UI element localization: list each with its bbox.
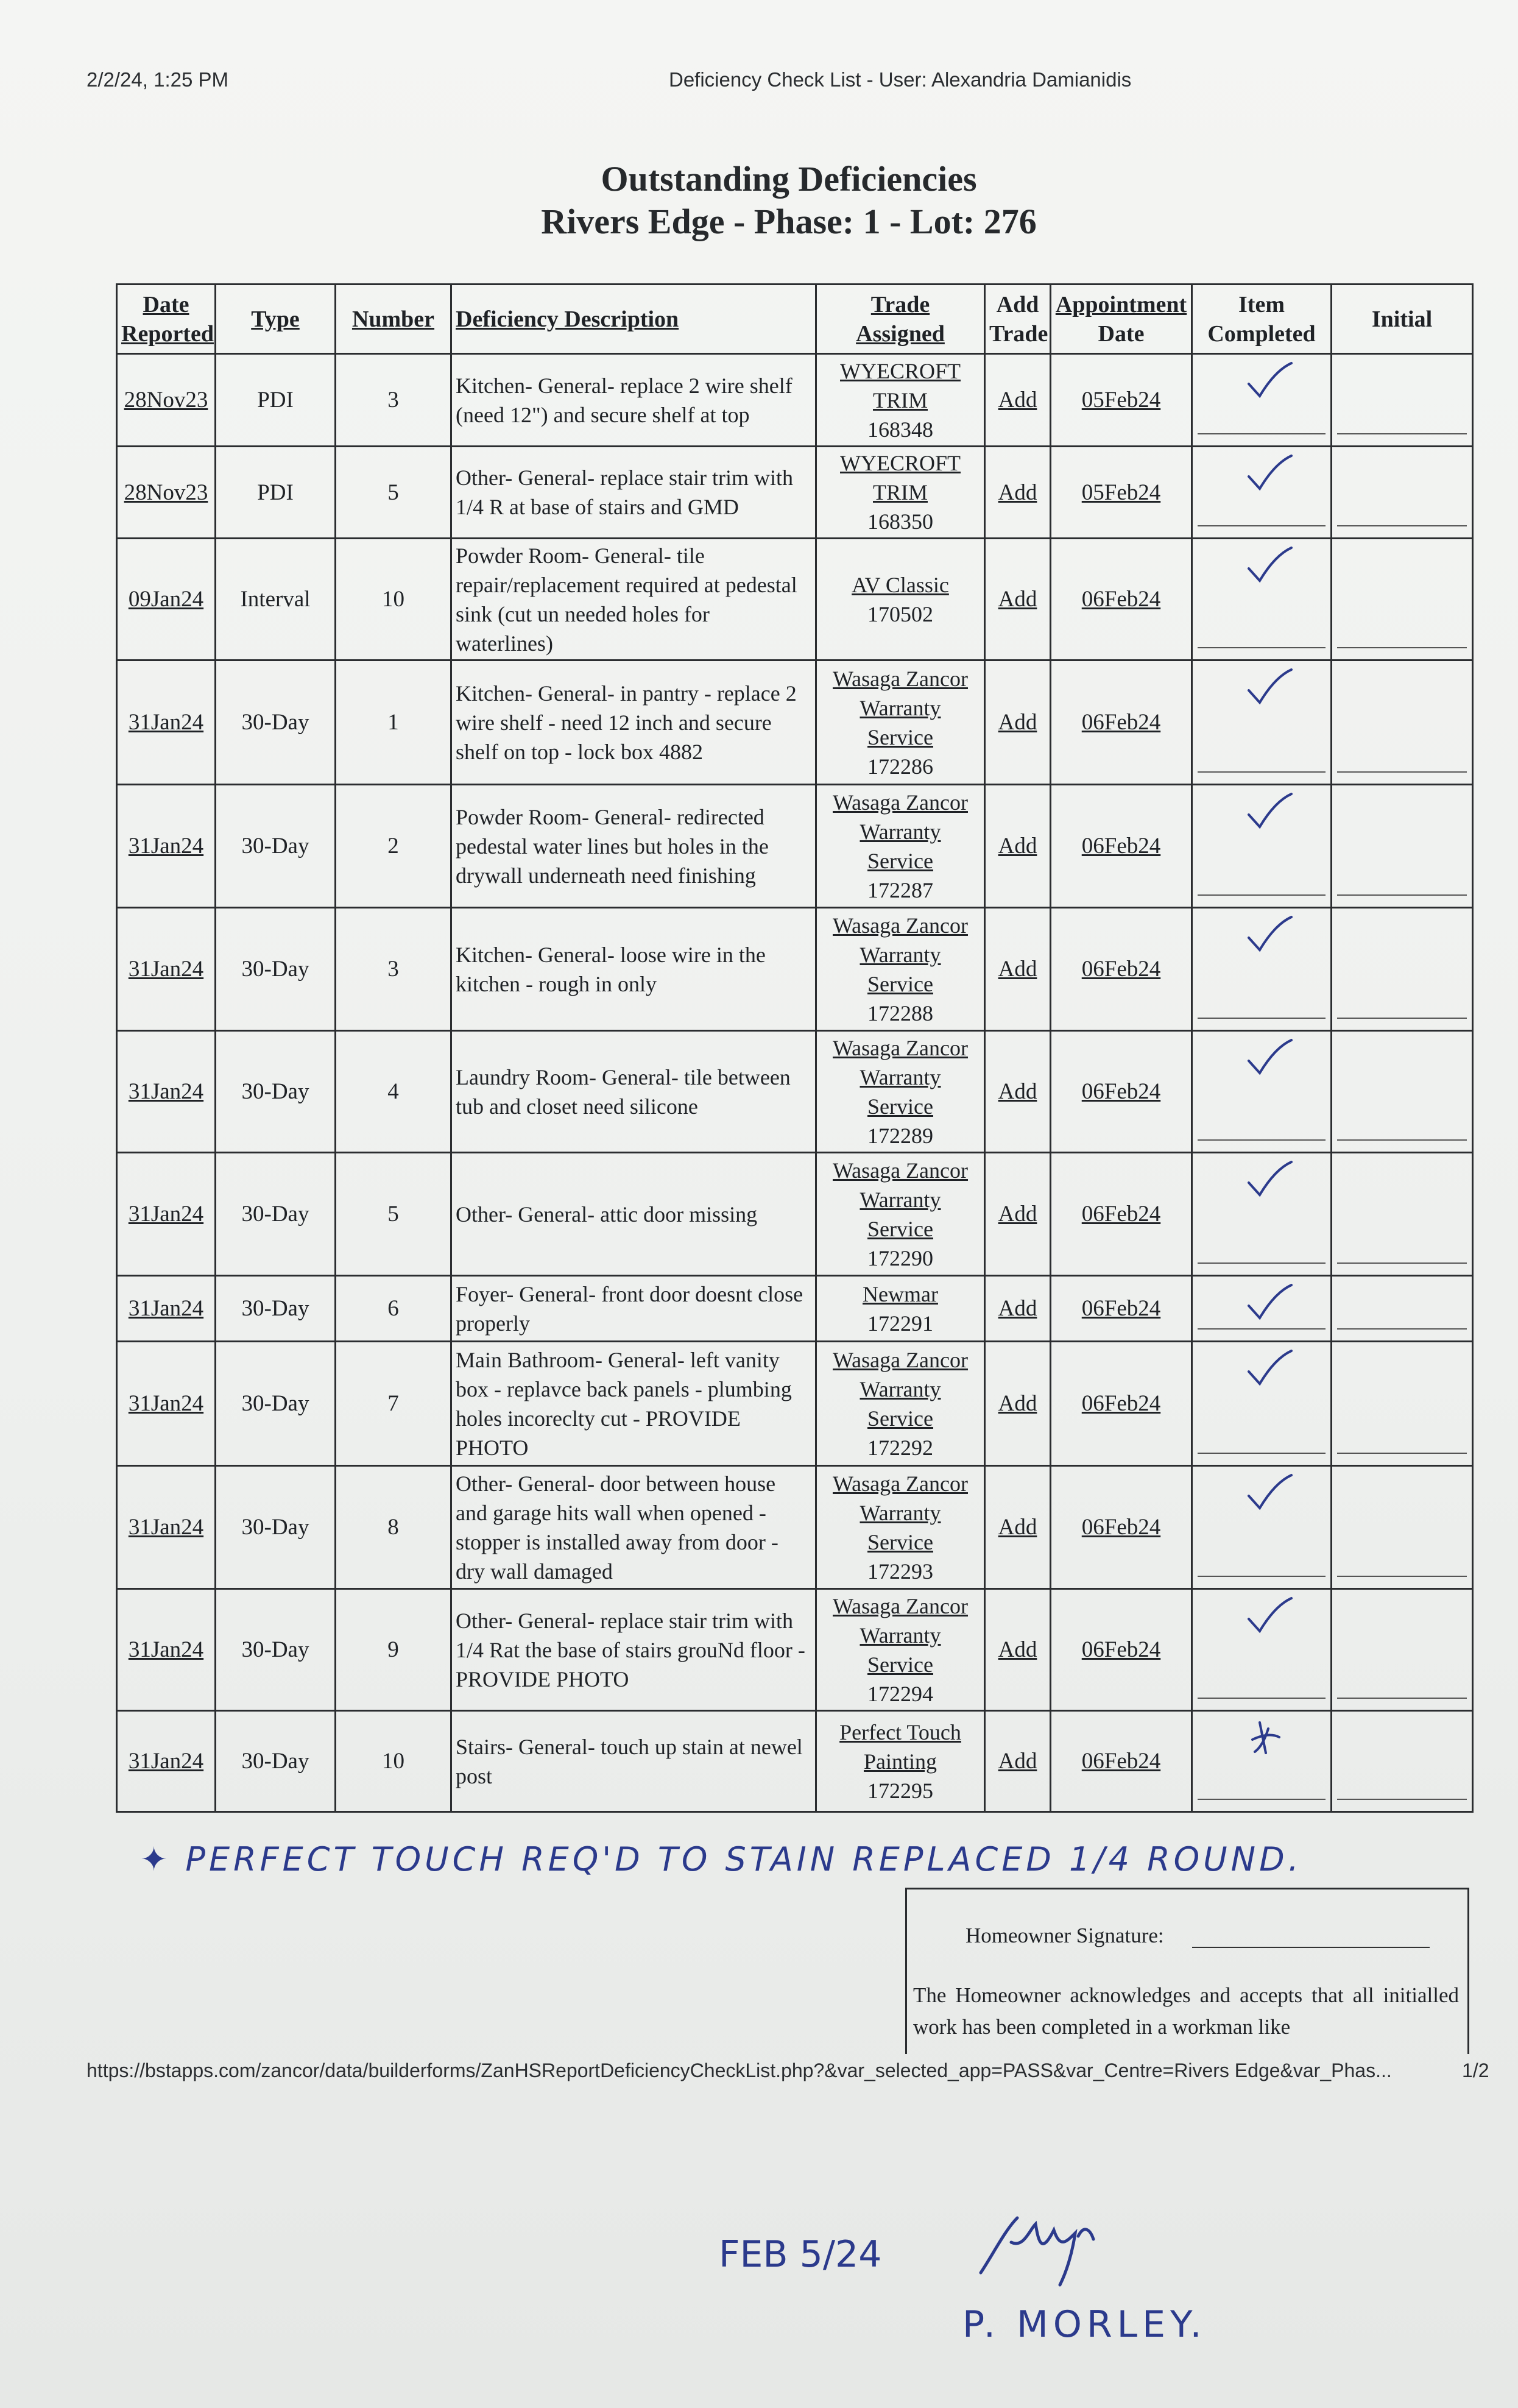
cell-date-reported[interactable]: 28Nov23 [117,354,216,447]
cell-description: Laundry Room- General- tile between tub and closet need silicone [451,1031,816,1153]
cell-description: Other- General- replace stair trim with 1/4 Rat the base of stairs grouNd floor - PROVIDE PHOTO [451,1589,816,1711]
cell-appointment-date[interactable]: 06Feb24 [1051,1342,1192,1466]
cell-item-completed [1192,1711,1332,1812]
table-row [117,908,1473,1031]
table-row [117,785,1473,908]
cell-initial [1332,1031,1473,1153]
cell-add-trade-link[interactable]: Add [985,785,1051,908]
cell-item-completed [1192,1276,1332,1342]
handwritten-name: P. MORLEY. [962,2303,1207,2346]
cell-add-trade-link[interactable]: Add [985,539,1051,660]
signature-acknowledgement: The Homeowner acknowledges and accepts that all initialled work has been completed in a workman like [913,1983,1459,2039]
cell-add-trade-link[interactable]: Add [985,1342,1051,1466]
checkmark-icon [1241,913,1296,956]
cell-description: Other- General- replace stair trim with 1/4 R at base of stairs and GMD [451,447,816,539]
cell-item-completed [1192,1153,1332,1276]
col-date-reported: Date Reported [117,285,216,354]
cell-initial [1332,1589,1473,1711]
page-title: Outstanding Deficiencies [601,159,977,199]
handwritten-signature [969,2206,1151,2291]
cell-trade-assigned[interactable]: Wasaga Zancor Warranty Service 172287 [816,785,985,908]
table-row [117,660,1473,785]
cell-description: Foyer- General- front door doesnt close properly [451,1276,816,1342]
cell-trade-assigned[interactable]: Wasaga Zancor Warranty Service 172292 [816,1342,985,1466]
table-row [117,354,1473,447]
checkmark-icon [1241,1347,1296,1390]
signature-line [1192,1947,1430,1948]
table-row [117,1031,1473,1153]
table-row [117,1342,1473,1466]
cell-item-completed [1192,785,1332,908]
cell-trade-assigned[interactable]: Perfect Touch Painting 172295 [816,1711,985,1812]
cell-initial [1332,447,1473,539]
cell-description: Kitchen- General- replace 2 wire shelf (need 12") and secure shelf at top [451,354,816,447]
table-row [117,1711,1473,1812]
checkmark-icon [1241,359,1296,402]
print-timestamp: 2/2/24, 1:25 PM [86,68,228,91]
cell-trade-assigned[interactable]: AV Classic 170502 [816,539,985,660]
cell-description: Kitchen- General- in pantry - replace 2 wire shelf - need 12 inch and secure shelf on top - lock box 4882 [451,660,816,785]
cell-description: Stairs- General- touch up stain at newel post [451,1711,816,1812]
cell-item-completed [1192,660,1332,785]
cell-add-trade-link[interactable]: Add [985,447,1051,539]
cell-date-reported[interactable]: 09Jan24 [117,539,216,660]
cell-item-completed [1192,1466,1332,1589]
checkmark-icon [1241,1281,1296,1324]
cell-type: 30-Day [216,1589,336,1711]
cell-date-reported[interactable]: 31Jan24 [117,1276,216,1342]
cell-initial [1332,1466,1473,1589]
cell-type: 30-Day [216,1153,336,1276]
cell-add-trade-link[interactable]: Add [985,1031,1051,1153]
cell-appointment-date[interactable]: 06Feb24 [1051,1031,1192,1153]
cell-appointment-date[interactable]: 06Feb24 [1051,908,1192,1031]
cell-description: Main Bathroom- General- left vanity box - replavce back panels - plumbing holes incoreclty cut - PROVIDE PHOTO [451,1342,816,1466]
cell-item-completed [1192,354,1332,447]
handwritten-note: ✦ PERFECT TOUCH REQ'D TO STAIN REPLACED 1/4 ROUND. [140,1840,1302,1879]
signature-box [905,1888,1469,2054]
cell-initial [1332,1276,1473,1342]
cell-trade-assigned[interactable]: Wasaga Zancor Warranty Service 172294 [816,1589,985,1711]
cell-type: 30-Day [216,1276,336,1342]
cell-trade-assigned[interactable]: Wasaga Zancor Warranty Service 172288 [816,908,985,1031]
page-subtitle: Rivers Edge - Phase: 1 - Lot: 276 [541,202,1037,241]
cell-date-reported[interactable]: 31Jan24 [117,1031,216,1153]
cell-date-reported[interactable]: 31Jan24 [117,1711,216,1812]
col-type: Type [216,285,336,354]
cell-trade-assigned[interactable]: Wasaga Zancor Warranty Service 172289 [816,1031,985,1153]
print-header-title: Deficiency Check List - User: Alexandria Damianidis [669,68,1132,91]
table-row [117,1466,1473,1589]
col-appointment-date: Appointment Date [1051,285,1192,354]
checkmark-icon [1241,1595,1296,1637]
table-row [117,1589,1473,1711]
signature-label: Homeowner Signature: [966,1924,1164,1947]
cell-date-reported[interactable]: 31Jan24 [117,1153,216,1276]
cell-initial [1332,1153,1473,1276]
table-row [117,1276,1473,1342]
cell-description: Powder Room- General- tile repair/replacement required at pedestal sink (cut un needed holes for waterlines) [451,539,816,660]
cell-add-trade-link[interactable]: Add [985,1466,1051,1589]
cell-trade-assigned[interactable]: Wasaga Zancor Warranty Service 172286 [816,660,985,785]
cell-number: 5 [336,1153,451,1276]
cell-trade-assigned[interactable]: Wasaga Zancor Warranty Service 172293 [816,1466,985,1589]
handwritten-date: FEB 5/24 [719,2233,882,2276]
cell-initial [1332,1342,1473,1466]
cell-type: PDI [216,354,336,447]
cell-date-reported[interactable]: 28Nov23 [117,447,216,539]
col-description: Deficiency Description [451,285,816,354]
cell-item-completed [1192,1031,1332,1153]
cell-type: 30-Day [216,1711,336,1812]
footer-url: https://bstapps.com/zancor/data/builderforms/ZanHSReportDeficiencyCheckList.php?&var_selected_app=PASS&var_Centre=Rivers Edge&var_Phas... [86,2059,1392,2081]
cell-initial [1332,908,1473,1031]
cell-item-completed [1192,908,1332,1031]
cell-date-reported[interactable]: 31Jan24 [117,785,216,908]
cell-trade-assigned[interactable]: WYECROFT TRIM 168348 [816,354,985,447]
cell-initial [1332,354,1473,447]
asterisk-mark-icon [1241,1716,1296,1759]
cell-initial [1332,785,1473,908]
col-initial: Initial [1332,285,1473,354]
cell-appointment-date[interactable]: 05Feb24 [1051,354,1192,447]
deficiency-table [116,283,1474,1813]
cell-number: 4 [336,1031,451,1153]
checkmark-icon [1241,666,1296,709]
cell-number: 8 [336,1466,451,1589]
cell-description: Kitchen- General- loose wire in the kitchen - rough in only [451,908,816,1031]
cell-type: Interval [216,539,336,660]
cell-date-reported[interactable]: 31Jan24 [117,1466,216,1589]
cell-number: 1 [336,660,451,785]
checkmark-icon [1241,1036,1296,1079]
cell-type: 30-Day [216,660,336,785]
cell-number: 5 [336,447,451,539]
cell-number: 2 [336,785,451,908]
col-number: Number [336,285,451,354]
cell-appointment-date[interactable]: 06Feb24 [1051,1589,1192,1711]
cell-description: Other- General- attic door missing [451,1153,816,1276]
cell-date-reported[interactable]: 31Jan24 [117,1342,216,1466]
cell-add-trade-link[interactable]: Add [985,354,1051,447]
table-header-row [117,285,1473,354]
checkmark-icon [1241,452,1296,495]
cell-number: 3 [336,908,451,1031]
cell-initial [1332,539,1473,660]
cell-item-completed [1192,1589,1332,1711]
col-item-completed: Item Completed [1192,285,1332,354]
cell-item-completed [1192,447,1332,539]
cell-appointment-date[interactable]: 06Feb24 [1051,539,1192,660]
cell-initial [1332,660,1473,785]
col-trade-assigned: Trade Assigned [816,285,985,354]
cell-appointment-date[interactable]: 06Feb24 [1051,1276,1192,1342]
cell-number: 10 [336,1711,451,1812]
cell-type: 30-Day [216,785,336,908]
cell-type: 30-Day [216,908,336,1031]
cell-appointment-date[interactable]: 05Feb24 [1051,447,1192,539]
cell-add-trade-link[interactable]: Add [985,660,1051,785]
cell-date-reported[interactable]: 31Jan24 [117,1589,216,1711]
cell-description: Other- General- door between house and garage hits wall when opened - stopper is installed away from door - dry wall damaged [451,1466,816,1589]
cell-number: 9 [336,1589,451,1711]
footer-page-number: 1/2 [1462,2059,1489,2081]
cell-add-trade-link[interactable]: Add [985,1153,1051,1276]
cell-number: 10 [336,539,451,660]
checkmark-icon [1241,790,1296,833]
cell-add-trade-link[interactable]: Add [985,1589,1051,1711]
cell-appointment-date[interactable]: 06Feb24 [1051,1711,1192,1812]
cell-trade-assigned[interactable]: Wasaga Zancor Warranty Service 172290 [816,1153,985,1276]
cell-add-trade-link[interactable]: Add [985,1276,1051,1342]
checkmark-icon [1241,1158,1296,1201]
cell-trade-assigned[interactable]: WYECROFT TRIM 168350 [816,447,985,539]
cell-add-trade-link[interactable]: Add [985,908,1051,1031]
cell-number: 7 [336,1342,451,1466]
table-row [117,1153,1473,1276]
cell-appointment-date[interactable]: 06Feb24 [1051,785,1192,908]
cell-item-completed [1192,539,1332,660]
cell-appointment-date[interactable]: 06Feb24 [1051,660,1192,785]
cell-appointment-date[interactable]: 06Feb24 [1051,1466,1192,1589]
cell-appointment-date[interactable]: 06Feb24 [1051,1153,1192,1276]
checkmark-icon [1241,544,1296,587]
cell-description: Powder Room- General- redirected pedestal water lines but holes in the drywall underneath need finishing [451,785,816,908]
cell-number: 6 [336,1276,451,1342]
cell-trade-assigned[interactable]: Newmar 172291 [816,1276,985,1342]
cell-type: 30-Day [216,1466,336,1589]
table-row [117,539,1473,660]
cell-date-reported[interactable]: 31Jan24 [117,908,216,1031]
cell-initial [1332,1711,1473,1812]
cell-add-trade-link[interactable]: Add [985,1711,1051,1812]
checkmark-icon [1241,1471,1296,1514]
col-add-trade: Add Trade [985,285,1051,354]
cell-type: 30-Day [216,1031,336,1153]
cell-date-reported[interactable]: 31Jan24 [117,660,216,785]
cell-type: PDI [216,447,336,539]
cell-number: 3 [336,354,451,447]
cell-type: 30-Day [216,1342,336,1466]
table-row [117,447,1473,539]
cell-item-completed [1192,1342,1332,1466]
